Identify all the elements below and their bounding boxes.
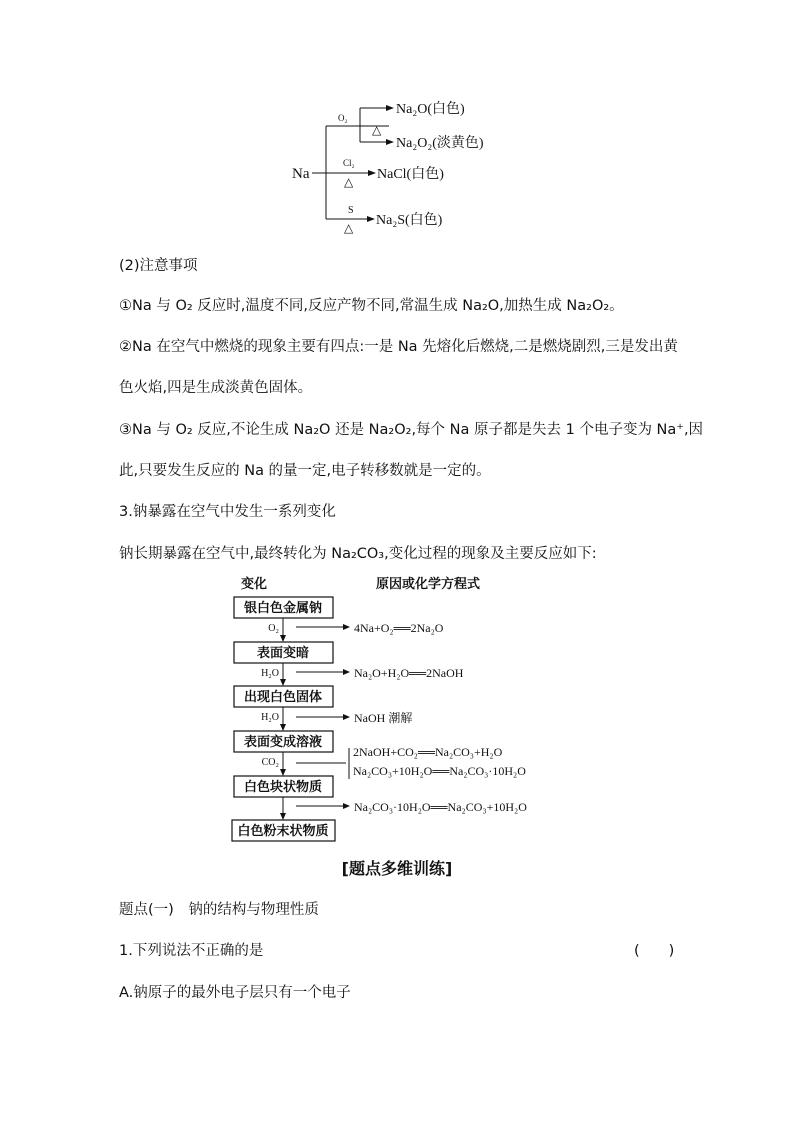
heat-symbol: △	[372, 123, 382, 137]
stage-surface-darkens: 表面变暗	[256, 646, 310, 661]
reagent-h2o: H₂O	[261, 668, 279, 679]
stage-white-solid: 出现白色固体	[243, 690, 323, 705]
cl2-label: Cl₂	[343, 158, 355, 168]
note-2-line2: 色火焰,四是生成淡黄色固体。	[119, 380, 313, 396]
s-label: S	[348, 205, 354, 216]
na-label: Na	[292, 166, 310, 182]
reagent-h2o: H₂O	[261, 712, 279, 723]
heat-symbol: △	[344, 221, 354, 235]
equation-4a: 2NaOH+CO₂══Na₂CO₃+H₂O	[353, 745, 503, 759]
practice-heading: [题点多维训练]	[341, 859, 453, 878]
product-na2o: Na₂O(白色)	[396, 102, 465, 117]
section-3-title: 3.钠暴露在空气中发生一系列变化	[119, 504, 336, 520]
note-3-line2: 此,只要发生反应的 Na 的量一定,电子转移数就是一定的。	[119, 463, 491, 479]
sodium-exposure-flowchart	[0, 570, 794, 850]
stage-solution: 表面变成溶液	[243, 735, 323, 750]
stage-silver-metal: 银白色金属钠	[243, 601, 323, 616]
equation-3: NaOH 潮解	[354, 711, 413, 725]
section-3-intro: 钠长期暴露在空气中,最终转化为 Na₂CO₃,变化过程的现象及主要反应如下:	[119, 546, 597, 562]
option-a: A.钠原子的最外电子层只有一个电子	[119, 985, 351, 1001]
question-1-stem: 1.下列说法不正确的是	[119, 943, 264, 959]
note-1: ①Na 与 O₂ 反应时,温度不同,反应产物不同,常温生成 Na₂O,加热生成 Na₂O₂。	[119, 298, 624, 314]
equation-1: 4Na+O₂══2Na₂O	[354, 621, 444, 635]
product-na2s: Na₂S(白色)	[376, 213, 443, 228]
topic-1-title: 题点(一) 钠的结构与物理性质	[119, 902, 319, 918]
product-nacl: NaCl(白色)	[377, 167, 444, 182]
o2-label: O₂	[338, 113, 348, 123]
answer-parentheses: ( )	[634, 943, 675, 959]
product-na2o2: Na₂O₂(淡黄色)	[396, 136, 484, 151]
equation-5: Na₂CO₃·10H₂O══Na₂CO₃+10H₂O	[354, 800, 527, 814]
equation-2: Na₂O+H₂O══2NaOH	[354, 666, 464, 680]
reagent-o2: O₂	[268, 623, 279, 634]
stage-white-powder: 白色粉末状物质	[237, 824, 329, 839]
equation-4b: Na₂CO₃+10H₂O══Na₂CO₃·10H₂O	[353, 764, 526, 778]
header-change: 变化	[241, 577, 268, 592]
notes-title: (2)注意事项	[119, 258, 198, 274]
note-2-line1: ②Na 在空气中燃烧的现象主要有四点:一是 Na 先熔化后燃烧,二是燃烧剧烈,三是发出黄	[119, 339, 678, 355]
header-reason: 原因或化学方程式	[376, 577, 481, 592]
heat-symbol: △	[344, 175, 354, 189]
reagent-co2: CO₂	[261, 757, 279, 768]
note-3-line1: ③Na 与 O₂ 反应,不论生成 Na₂O 还是 Na₂O₂,每个 Na 原子都是失去 1 个电子变为 Na⁺,因	[119, 422, 704, 438]
stage-white-lumps: 白色块状物质	[243, 780, 323, 795]
